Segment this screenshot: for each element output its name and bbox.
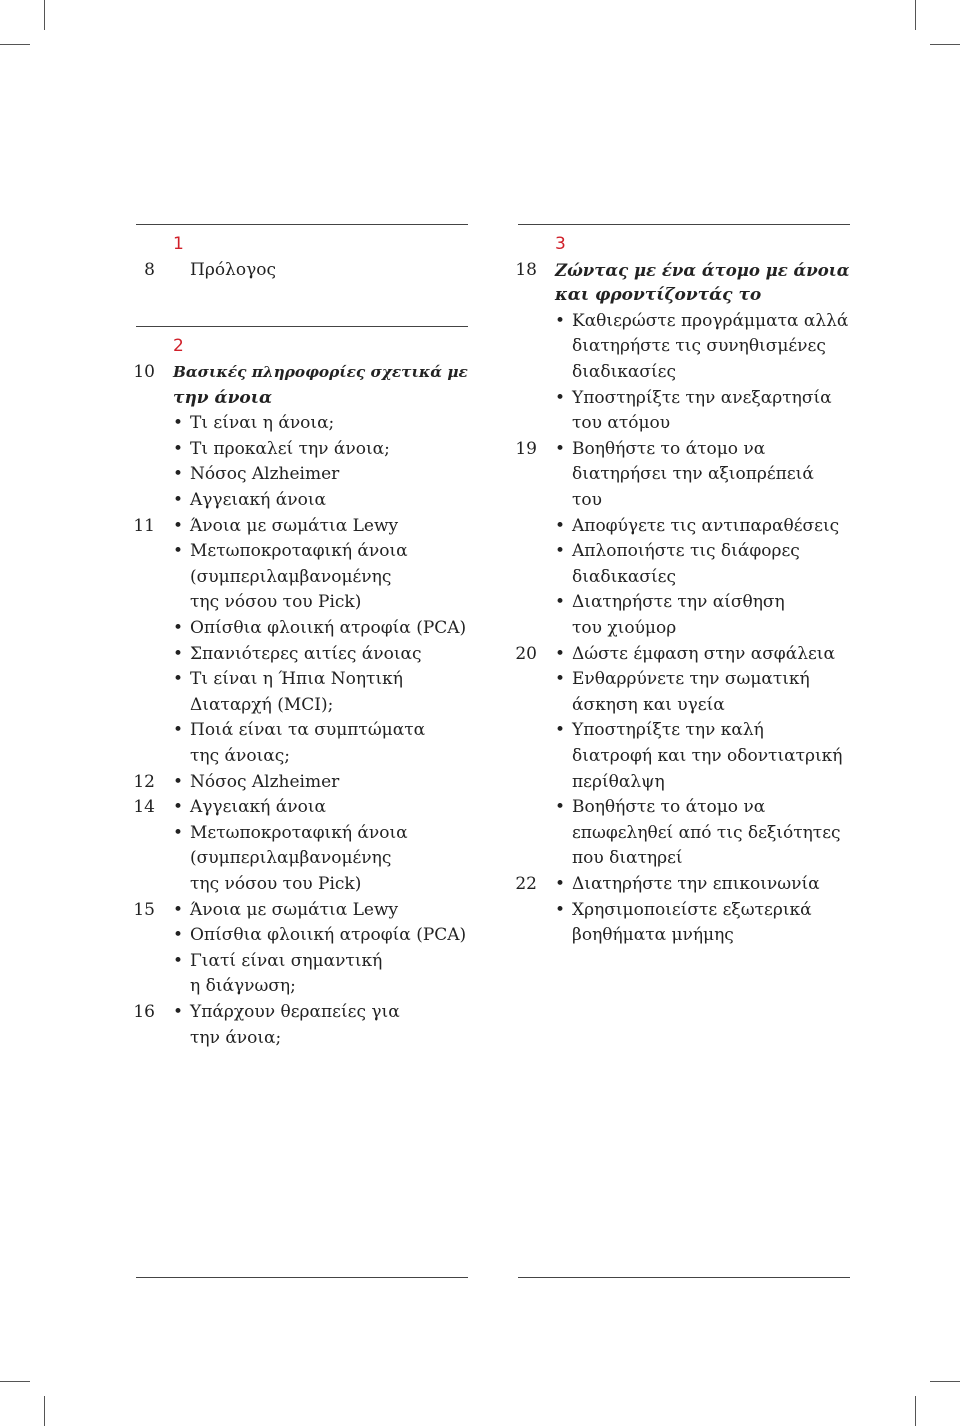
toc-entry[interactable] <box>515 872 850 898</box>
bullet-icon: • <box>555 669 566 690</box>
entry-text: Πρόλογος <box>190 259 276 280</box>
toc-entry[interactable] <box>518 283 850 309</box>
bullet-icon: • <box>173 515 184 536</box>
toc-entry[interactable] <box>518 334 850 360</box>
toc-entry[interactable] <box>518 718 850 744</box>
toc-entry[interactable] <box>518 386 850 412</box>
entry-text: Βοηθήστε το άτομο να <box>572 438 766 459</box>
toc-entry[interactable] <box>136 565 468 591</box>
toc-entry[interactable] <box>518 795 850 821</box>
toc-entry[interactable] <box>518 693 850 719</box>
toc-entry[interactable] <box>518 744 850 770</box>
bullet-icon: • <box>173 618 184 638</box>
toc-entry[interactable] <box>518 565 850 591</box>
entry-text: Ποιά είναι τα συμπτώματα <box>190 720 426 741</box>
toc-entry[interactable] <box>133 1000 468 1026</box>
toc-entry[interactable] <box>136 872 468 898</box>
page-number: 20 <box>515 643 537 664</box>
entry-text: Απλοποιήστε τις διάφορες <box>572 541 800 562</box>
entry-text: η διάγνωση; <box>190 976 296 997</box>
chapter-title: και φροντίζοντάς το <box>555 285 762 306</box>
entry-text: Αγγειακή άνοια <box>190 797 326 818</box>
toc-entry[interactable] <box>136 821 468 847</box>
crop-mark-top-left <box>44 0 45 30</box>
toc-entry[interactable] <box>515 437 850 463</box>
bullet-icon: • <box>555 592 566 613</box>
crop-mark-top-left <box>0 44 30 45</box>
entry-text: Μετωποκροταφική άνοια <box>190 541 408 562</box>
entry-text: (συμπεριλαμβανομένης <box>190 566 392 587</box>
entry-text: Βοηθήστε το άτομο να <box>572 797 766 818</box>
toc-entry[interactable] <box>518 923 850 949</box>
entry-text: Οπίσθια φλοιική ατροφία (PCA) <box>190 925 467 946</box>
toc-entry[interactable] <box>136 974 468 1000</box>
entry-text: Τι προκαλεί την άνοια; <box>190 438 390 459</box>
entry-text: Μετωποκροταφική άνοια <box>190 822 408 843</box>
chapter-title: Ζώντας με ένα άτομο με άνοια <box>555 259 850 280</box>
crop-mark-top-right <box>930 44 960 45</box>
entry-text: Υπάρχουν θεραπείες για <box>190 1002 400 1022</box>
bullet-icon: • <box>173 822 184 843</box>
toc-entry[interactable] <box>136 488 468 514</box>
entry-text: Τι είναι η Ήπια Νοητική <box>190 669 403 690</box>
toc-entry[interactable] <box>515 642 850 668</box>
toc-entry[interactable] <box>136 616 468 642</box>
crop-mark-bottom-right <box>930 1381 960 1382</box>
toc-entry[interactable] <box>136 642 468 668</box>
chapter-title: Βασικές πληροφορίες σχετικά με <box>173 363 468 381</box>
entry-text: Χρησιμοποιείστε εξωτερικά <box>572 899 812 920</box>
toc-entry[interactable] <box>518 667 850 693</box>
entry-text: Δώστε έμφαση στην ασφάλεια <box>572 643 835 664</box>
entry-text: διατηρήστε τις συνηθισμένες <box>572 336 826 357</box>
toc-entry[interactable] <box>133 898 468 924</box>
toc-entry[interactable] <box>136 846 468 872</box>
toc-entry[interactable] <box>518 770 850 796</box>
toc-entry[interactable] <box>518 590 850 616</box>
entry-text: Καθιερώστε προγράμματα αλλά <box>572 310 849 331</box>
section-number: 1 <box>173 234 184 254</box>
bullet-icon: • <box>173 541 184 562</box>
crop-mark-top-right <box>915 0 916 30</box>
toc-entry[interactable] <box>136 462 468 488</box>
bullet-icon: • <box>173 643 184 664</box>
toc-entry[interactable] <box>518 821 850 847</box>
entry-text: Υποστηρίξτε την ανεξαρτησία <box>572 387 832 408</box>
entry-text: Τι είναι η άνοια; <box>190 413 335 434</box>
bullet-icon: • <box>555 797 566 818</box>
toc-entry[interactable] <box>518 462 850 488</box>
toc-entry[interactable] <box>133 795 468 821</box>
toc-entry[interactable] <box>518 309 850 335</box>
entry-text: Οπίσθια φλοιική ατροφία (PCA) <box>190 618 467 638</box>
toc-entry[interactable] <box>518 514 850 540</box>
page-number: 16 <box>133 1002 155 1022</box>
crop-mark-bottom-left <box>44 1396 45 1426</box>
bullet-icon: • <box>173 1002 184 1022</box>
toc-entry[interactable] <box>136 718 468 744</box>
toc-entry[interactable] <box>133 770 468 796</box>
bullet-icon: • <box>555 873 566 894</box>
entry-text: που διατηρεί <box>572 848 683 869</box>
bullet-icon: • <box>173 797 184 818</box>
chapter-title: την άνοια <box>173 387 273 408</box>
section-2-top-rule <box>136 326 468 327</box>
toc-entry[interactable] <box>136 744 468 770</box>
entry-text: Διαταρχή (MCI); <box>190 694 334 715</box>
toc-entry[interactable] <box>136 949 468 975</box>
entry-text: Ενθαρρύνετε την σωματική <box>572 669 810 690</box>
toc-entry[interactable] <box>136 386 468 412</box>
page-number: 14 <box>133 797 155 818</box>
toc-entry[interactable] <box>518 898 850 924</box>
bullet-icon: • <box>173 771 184 792</box>
bottom-rule-left <box>136 1277 468 1278</box>
entry-text: Γιατί είναι σημαντική <box>190 950 383 971</box>
page-number: 11 <box>133 515 155 536</box>
bullet-icon: • <box>173 950 184 971</box>
page-number: 19 <box>515 438 537 459</box>
page-number: 15 <box>133 899 155 920</box>
bullet-icon: • <box>555 438 566 459</box>
entry-text: του ατόμου <box>572 413 671 434</box>
entry-text: διατροφή και την οδοντιατρική <box>572 745 843 766</box>
entry-text: (συμπεριλαμβανομένης <box>190 848 392 869</box>
entry-text: Άνοια με σωμάτια Lewy <box>190 899 399 920</box>
entry-text: περίθαλψη <box>572 771 665 792</box>
toc-entry[interactable] <box>515 258 850 284</box>
page-number: 18 <box>515 259 537 280</box>
toc-entry[interactable] <box>518 411 850 437</box>
toc-entry[interactable] <box>136 590 468 616</box>
toc-entry[interactable] <box>518 488 850 514</box>
toc-entry[interactable] <box>133 514 468 540</box>
section-number: 2 <box>173 336 184 356</box>
toc-entry[interactable] <box>518 616 850 642</box>
entry-text: Αποφύγετε τις αντιπαραθέσεις <box>572 515 840 536</box>
entry-text: της νόσου του Pick) <box>190 592 362 613</box>
toc-entry[interactable] <box>518 360 850 386</box>
entry-text: άσκηση και υγεία <box>572 694 725 715</box>
entry-text: του <box>572 489 602 510</box>
entry-text: Νόσος Alzheimer <box>190 771 340 792</box>
toc-entry[interactable] <box>518 846 850 872</box>
toc-entry[interactable] <box>136 923 468 949</box>
entry-text: Διατηρήστε την αίσθηση <box>572 592 785 613</box>
bullet-icon: • <box>173 438 184 459</box>
bullet-icon: • <box>173 899 184 920</box>
bottom-rule-right <box>518 1277 850 1278</box>
section-3-top-rule <box>518 224 850 225</box>
section-number: 3 <box>555 234 566 254</box>
bullet-icon: • <box>555 720 566 741</box>
toc-entry[interactable] <box>133 360 468 386</box>
toc-entry[interactable] <box>136 693 468 719</box>
bullet-icon: • <box>555 899 566 920</box>
crop-mark-bottom-right <box>915 1396 916 1426</box>
entry-text: την άνοια; <box>190 1027 282 1048</box>
entry-text: Διατηρήστε την επικοινωνία <box>572 873 820 894</box>
bullet-icon: • <box>173 669 184 690</box>
toc-entry[interactable] <box>136 411 468 437</box>
bullet-icon: • <box>555 515 566 536</box>
bullet-icon: • <box>555 643 566 664</box>
bullet-icon: • <box>173 925 184 946</box>
entry-text: διαδικασίες <box>572 566 676 587</box>
entry-text: διατηρήσει την αξιοπρέπειά <box>572 464 814 485</box>
bullet-icon: • <box>555 387 566 408</box>
entry-text: Άνοια με σωμάτια Lewy <box>190 515 399 536</box>
crop-mark-bottom-left <box>0 1381 30 1382</box>
entry-text: Υποστηρίξτε την καλή <box>572 720 764 741</box>
section-1-top-rule <box>136 224 468 225</box>
toc-entry[interactable] <box>518 539 850 565</box>
entry-text: Νόσος Alzheimer <box>190 464 340 485</box>
entry-text: της νόσου του Pick) <box>190 874 362 894</box>
page-number: 12 <box>133 771 155 792</box>
bullet-icon: • <box>173 720 184 741</box>
entry-text: βοηθήματα μνήμης <box>572 925 734 946</box>
entry-text: επωφεληθεί από τις δεξιότητες <box>572 822 841 843</box>
page-number: 10 <box>133 362 155 382</box>
bullet-icon: • <box>555 310 566 331</box>
entry-text: Αγγειακή άνοια <box>190 490 326 510</box>
bullet-icon: • <box>555 541 566 562</box>
bullet-icon: • <box>173 464 184 485</box>
toc-entry[interactable] <box>136 258 468 284</box>
entry-text: της άνοιας; <box>190 746 290 766</box>
page-number: 8 <box>144 259 155 280</box>
page-number: 22 <box>515 873 537 894</box>
toc-entry[interactable] <box>136 667 468 693</box>
bullet-icon: • <box>173 413 184 434</box>
toc-entry[interactable] <box>136 437 468 463</box>
bullet-icon: • <box>173 490 184 510</box>
entry-text: Σπανιότερες αιτίες άνοιας <box>190 643 422 664</box>
entry-text: του χιούμορ <box>572 617 677 638</box>
toc-entry[interactable] <box>136 1026 468 1052</box>
entry-text: διαδικασίες <box>572 361 676 382</box>
toc-entry[interactable] <box>136 539 468 565</box>
